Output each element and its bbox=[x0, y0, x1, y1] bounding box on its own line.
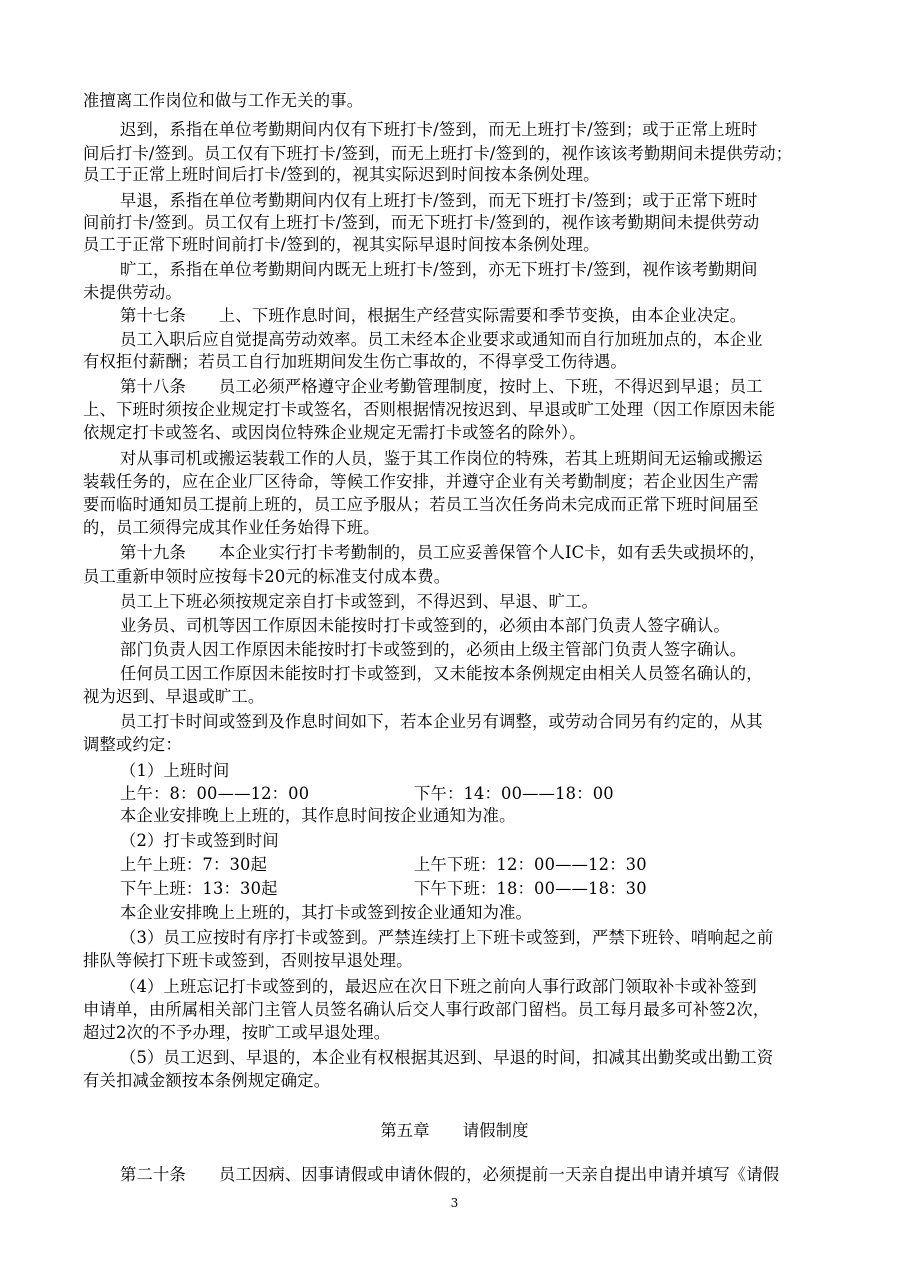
text-line: 装载任务的，应在企业厂区待命，等候工作安排，并遵守企业有关考勤制度；若企业因生产需 bbox=[83, 472, 759, 491]
text-line: 的，员工须得完成其作业任务始得下班。 bbox=[83, 518, 380, 537]
text-line: 旷工，系指在单位考勤期间内既无上班打卡/签到，亦无下班打卡/签到，视作该考勤期间 bbox=[120, 260, 758, 279]
afternoon-clock-in: 下午上班：13：30起 bbox=[120, 879, 278, 898]
text-line: 员工于正常上班时间后打卡/签到的，视其实际迟到时间按本条例处理。 bbox=[83, 165, 600, 184]
work-hours-heading: （1）上班时间 bbox=[120, 761, 230, 780]
clock-in-heading: （2）打卡或签到时间 bbox=[120, 831, 279, 850]
text-line: （3）员工应按时有序打卡或签到。严禁连续打上下班卡或签到，严禁下班铃、哨响起之前 bbox=[120, 928, 774, 947]
text-line: 对从事司机或搬运装载工作的人员，鉴于其工作岗位的特殊，若其上班期间无运输或搬运 bbox=[120, 449, 763, 468]
text-line: 有权拒付薪酬；若员工自行加班期间发生伤亡事故的，不得享受工伤待遇。 bbox=[83, 352, 627, 371]
text-line: 有关扣减金额按本条例规定确定。 bbox=[83, 1071, 331, 1090]
text-line: 排队等候打下班卡或签到，否则按早退处理。 bbox=[83, 951, 413, 970]
text-line: 员工打卡时间或签到及作息时间如下，若本企业另有调整，或劳动合同另有约定的，从其 bbox=[120, 712, 763, 731]
text-line: 要而临时通知员工提前上班的，员工应予服从；若员工当次任务尚未完成而正常下班时间届至 bbox=[83, 495, 759, 514]
article-18: 第十八条 员工必须严格遵守企业考勤管理制度，按时上、下班，不得迟到早退；员工 bbox=[120, 377, 763, 396]
article-20: 第二十条 员工因病、因事请假或申请休假的，必须提前一天亲自提出申请并填写《请假 bbox=[120, 1165, 780, 1184]
text-line: 本企业安排晚上上班的，其打卡或签到按企业通知为准。 bbox=[120, 903, 533, 922]
text-line: 业务员、司机等因工作原因未能按时打卡或签到的，必须由本部门负责人签字确认。 bbox=[120, 616, 730, 635]
text-line: 员工重新申领时应按每卡20元的标准支付成本费。 bbox=[83, 567, 451, 586]
chapter-title: 第五章 请假制度 bbox=[380, 1121, 529, 1140]
article-17: 第十七条 上、下班作息时间，根据生产经营实际需要和季节变换，由本企业决定。 bbox=[120, 306, 747, 325]
text-line: （5）员工迟到、早退的，本企业有权根据其迟到、早退的时间，扣减其出勤奖或出勤工资 bbox=[120, 1048, 774, 1067]
text-line: 上、下班时须按企业规定打卡或签名，否则根据情况按迟到、早退或旷工处理（因工作原因未能 bbox=[83, 400, 776, 419]
text-line: 迟到，系指在单位考勤期间内仅有下班打卡/签到，而无上班打卡/签到；或于正常上班时 bbox=[120, 120, 758, 139]
text-line: 任何员工因工作原因未能按时打卡或签到，又未能按本条例规定由相关人员签名确认的， bbox=[120, 664, 763, 683]
text-line: 超过2次的不予办理，按旷工或早退处理。 bbox=[83, 1023, 391, 1042]
text-line: 部门负责人因工作原因未能按时打卡或签到的，必须由上级主管部门负责人签字确认。 bbox=[120, 640, 747, 659]
text-line: 员工入职后应自觉提高劳动效率。员工未经本企业要求或通知而自行加班加点的，本企业 bbox=[120, 330, 763, 349]
page-number: 3 bbox=[450, 1196, 459, 1210]
text-line: 员工于正常下班时间前打卡/签到的，视其实际早退时间按本条例处理。 bbox=[83, 235, 600, 254]
text-line: 申请单，由所属相关部门主管人员签名确认后交人事行政部门留档。员工每月最多可补签2次， bbox=[83, 1000, 770, 1019]
morning-clock-in: 上午上班：7：30起 bbox=[120, 855, 268, 874]
text-line: 未提供劳动。 bbox=[83, 283, 182, 302]
article-19: 第十九条 本企业实行打卡考勤制的，员工应妥善保管个人IC卡，如有丢失或损坏的， bbox=[120, 543, 766, 562]
text-line: 准擅离工作岗位和做与工作无关的事。 bbox=[83, 91, 364, 110]
afternoon-hours: 下午：14：00——18：00 bbox=[414, 784, 614, 803]
text-line: 间后打卡/签到。员工仅有下班打卡/签到，而无上班打卡/签到的，视作该该考勤期间未提供劳动； bbox=[83, 144, 793, 163]
text-line: 本企业安排晚上上班的，其作息时间按企业通知为准。 bbox=[120, 806, 516, 825]
afternoon-clock-out: 下午下班：18：00——18：30 bbox=[414, 879, 647, 898]
morning-hours: 上午：8：00——12：00 bbox=[120, 784, 310, 803]
text-line: （4）上班忘记打卡或签到的，最迟应在次日下班之前向人事行政部门领取补卡或补签到 bbox=[120, 977, 757, 996]
text-line: 视为迟到、早退或旷工。 bbox=[83, 687, 265, 706]
morning-clock-out: 上午下班：12：00——12：30 bbox=[414, 855, 647, 874]
text-line: 调整或约定： bbox=[83, 735, 182, 754]
text-line: 早退，系指在单位考勤期间内仅有上班打卡/签到，而无下班打卡/签到；或于正常下班时 bbox=[120, 191, 758, 210]
text-line: 员工上下班必须按规定亲自打卡或签到，不得迟到、早退、旷工。 bbox=[120, 592, 598, 611]
text-line: 间前打卡/签到。员工仅有上班打卡/签到，而无下班打卡/签到的，视作该考勤期间未提供劳动 bbox=[83, 213, 760, 232]
text-line: 依规定打卡或签名、或因岗位特殊企业规定无需打卡或签名的除外）。 bbox=[83, 423, 586, 442]
